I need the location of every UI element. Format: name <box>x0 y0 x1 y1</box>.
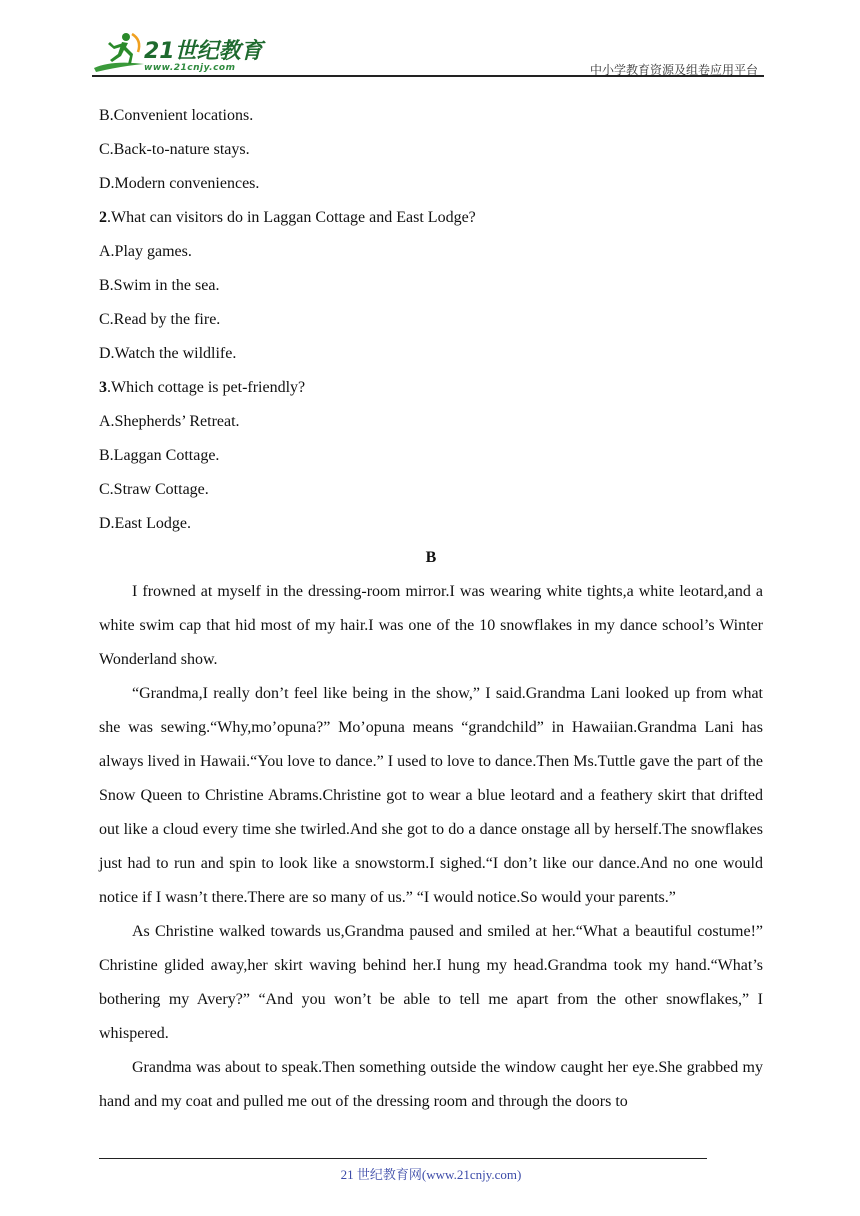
section-heading: B <box>425 549 437 566</box>
document-body <box>99 99 763 1119</box>
header-platform-name: 中小学教育资源及组卷应用平台 <box>589 63 758 77</box>
question-2 <box>99 201 763 235</box>
passage-paragraph: “Grandma,I really don’t feel like being in the show,” I said.Grandma Lani looked up from what she was sewing.“Why,mo’opuna?” Mo’opuna means “grandchild” in Hawaiian.Grandma Lani has always lived in Hawaii.“You love to dance.” I used to love to dance.Then Ms.Tuttle gave the part of the Snow Queen to Christine Abrams.Christine got to wear a blue leotard and a feathery skirt that drifted out like a cloud every time she twirled.And she got to do a dance onstage all by herself.The snowflakes just had to run and spin to look like a snowstorm.I sighed.“I don’t like our dance.And no one would notice if I wasn’t there.There are so many of us.” “I would notice.So would your parents.” <box>99 685 763 906</box>
q2-option-b: B.Swim in the sea. <box>99 277 220 294</box>
q3-option-b: B.Laggan Cottage. <box>99 447 220 464</box>
q3-option-a: A.Shepherds’ Retreat. <box>99 413 240 430</box>
footer-divider <box>99 1158 707 1159</box>
q2-option-d: D.Watch the wildlife. <box>99 345 237 362</box>
logo-url: www.21cnjy.com <box>144 63 236 73</box>
passage-paragraph: I frowned at myself in the dressing-room mirror.I was wearing white tights,a white leotard,and a white swim cap that hid most of my hair.I was one of the 10 snowflakes in my dance school’s Winter Wonderland show. <box>99 583 763 668</box>
question-3 <box>99 371 763 405</box>
q2-option-a: A.Play games. <box>99 243 192 260</box>
q1-option-b: B.Convenient locations. <box>99 107 254 124</box>
logo-text: 21世纪教育 <box>144 39 263 64</box>
q1-option-d: D.Modern conveniences. <box>99 175 260 192</box>
runner-logo-icon <box>92 30 150 76</box>
header-divider <box>92 75 764 77</box>
page-header <box>92 30 764 80</box>
q3-option-c: C.Straw Cottage. <box>99 481 209 498</box>
q2-option-c: C.Read by the fire. <box>99 311 221 328</box>
footer-site-link[interactable]: 21 世纪教育网(www.21cnjy.com) <box>340 1167 522 1182</box>
question-text: .Which cottage is pet-friendly? <box>107 379 306 396</box>
passage-paragraph: As Christine walked towards us,Grandma paused and smiled at her.“What a beautiful costume!” Christine glided away,her skirt waving behind her.I hung my head.Grandma took my hand.“What’s bothering my Avery?” “And you won’t be able to tell me apart from the other snowflakes,” I whispered. <box>99 923 763 1042</box>
question-text: .What can visitors do in Laggan Cottage and East Lodge? <box>107 209 476 226</box>
site-logo <box>92 30 267 78</box>
question-number: 3 <box>99 379 107 396</box>
question-number: 2 <box>99 209 107 226</box>
q3-option-d: D.East Lodge. <box>99 515 191 532</box>
q1-option-c: C.Back-to-nature stays. <box>99 141 250 158</box>
passage-paragraph: Grandma was about to speak.Then something outside the window caught her eye.She grabbed my hand and my coat and pulled me out of the dressing room and through the doors to <box>99 1059 763 1110</box>
